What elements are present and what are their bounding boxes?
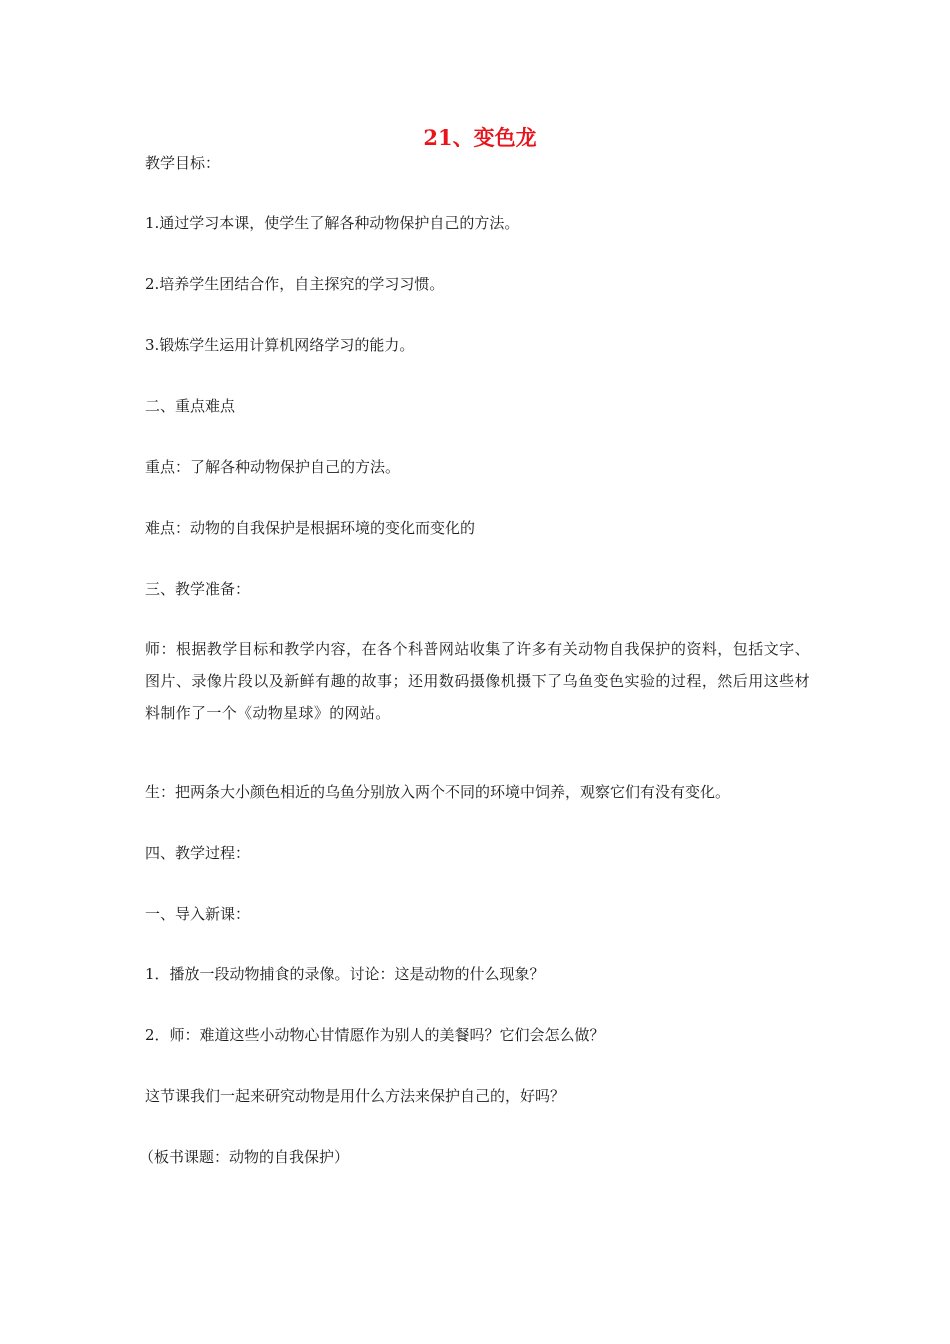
heading-goals: 教学目标： bbox=[145, 154, 221, 172]
prep-teacher: 师：根据教学目标和教学内容，在各个科普网站收集了许多有关动物自我保护的资料，包括文字、图片、录像片段以及新鲜有趣的故事；还用数码摄像机摄下了乌鱼变色实验的过程，然后用这些材料制作了一个《动物星球》的网站。 bbox=[145, 640, 810, 722]
heading-intro: 一、导入新课： bbox=[145, 905, 251, 923]
difficult-point: 难点：动物的自我保护是根据环境的变化而变化的 bbox=[145, 519, 476, 537]
heading-key-points: 二、重点难点 bbox=[145, 397, 236, 415]
board-title: （板书课题：动物的自我保护） bbox=[139, 1148, 350, 1166]
goal-item-3: 3.锻炼学生运用计算机网络学习的能力。 bbox=[145, 336, 415, 354]
document-title: 21、变色龙 bbox=[423, 125, 537, 150]
intro-question: 这节课我们一起来研究动物是用什么方法来保护自己的，好吗？ bbox=[145, 1087, 566, 1105]
prep-student: 生：把两条大小颜色相近的乌鱼分别放入两个不同的环境中饲养，观察它们有没有变化。 bbox=[145, 783, 731, 801]
goal-item-2: 2.培养学生团结合作，自主探究的学习习惯。 bbox=[145, 275, 445, 293]
intro-step-2: 2．师：难道这些小动物心甘情愿作为别人的美餐吗？它们会怎么做？ bbox=[145, 1026, 605, 1044]
intro-step-1: 1．播放一段动物捕食的录像。讨论：这是动物的什么现象？ bbox=[145, 965, 545, 983]
key-point: 重点：了解各种动物保护自己的方法。 bbox=[145, 458, 401, 476]
goal-item-1: 1.通过学习本课，使学生了解各种动物保护自己的方法。 bbox=[145, 214, 520, 232]
heading-preparation: 三、教学准备： bbox=[145, 580, 251, 598]
heading-process: 四、教学过程： bbox=[145, 844, 251, 862]
